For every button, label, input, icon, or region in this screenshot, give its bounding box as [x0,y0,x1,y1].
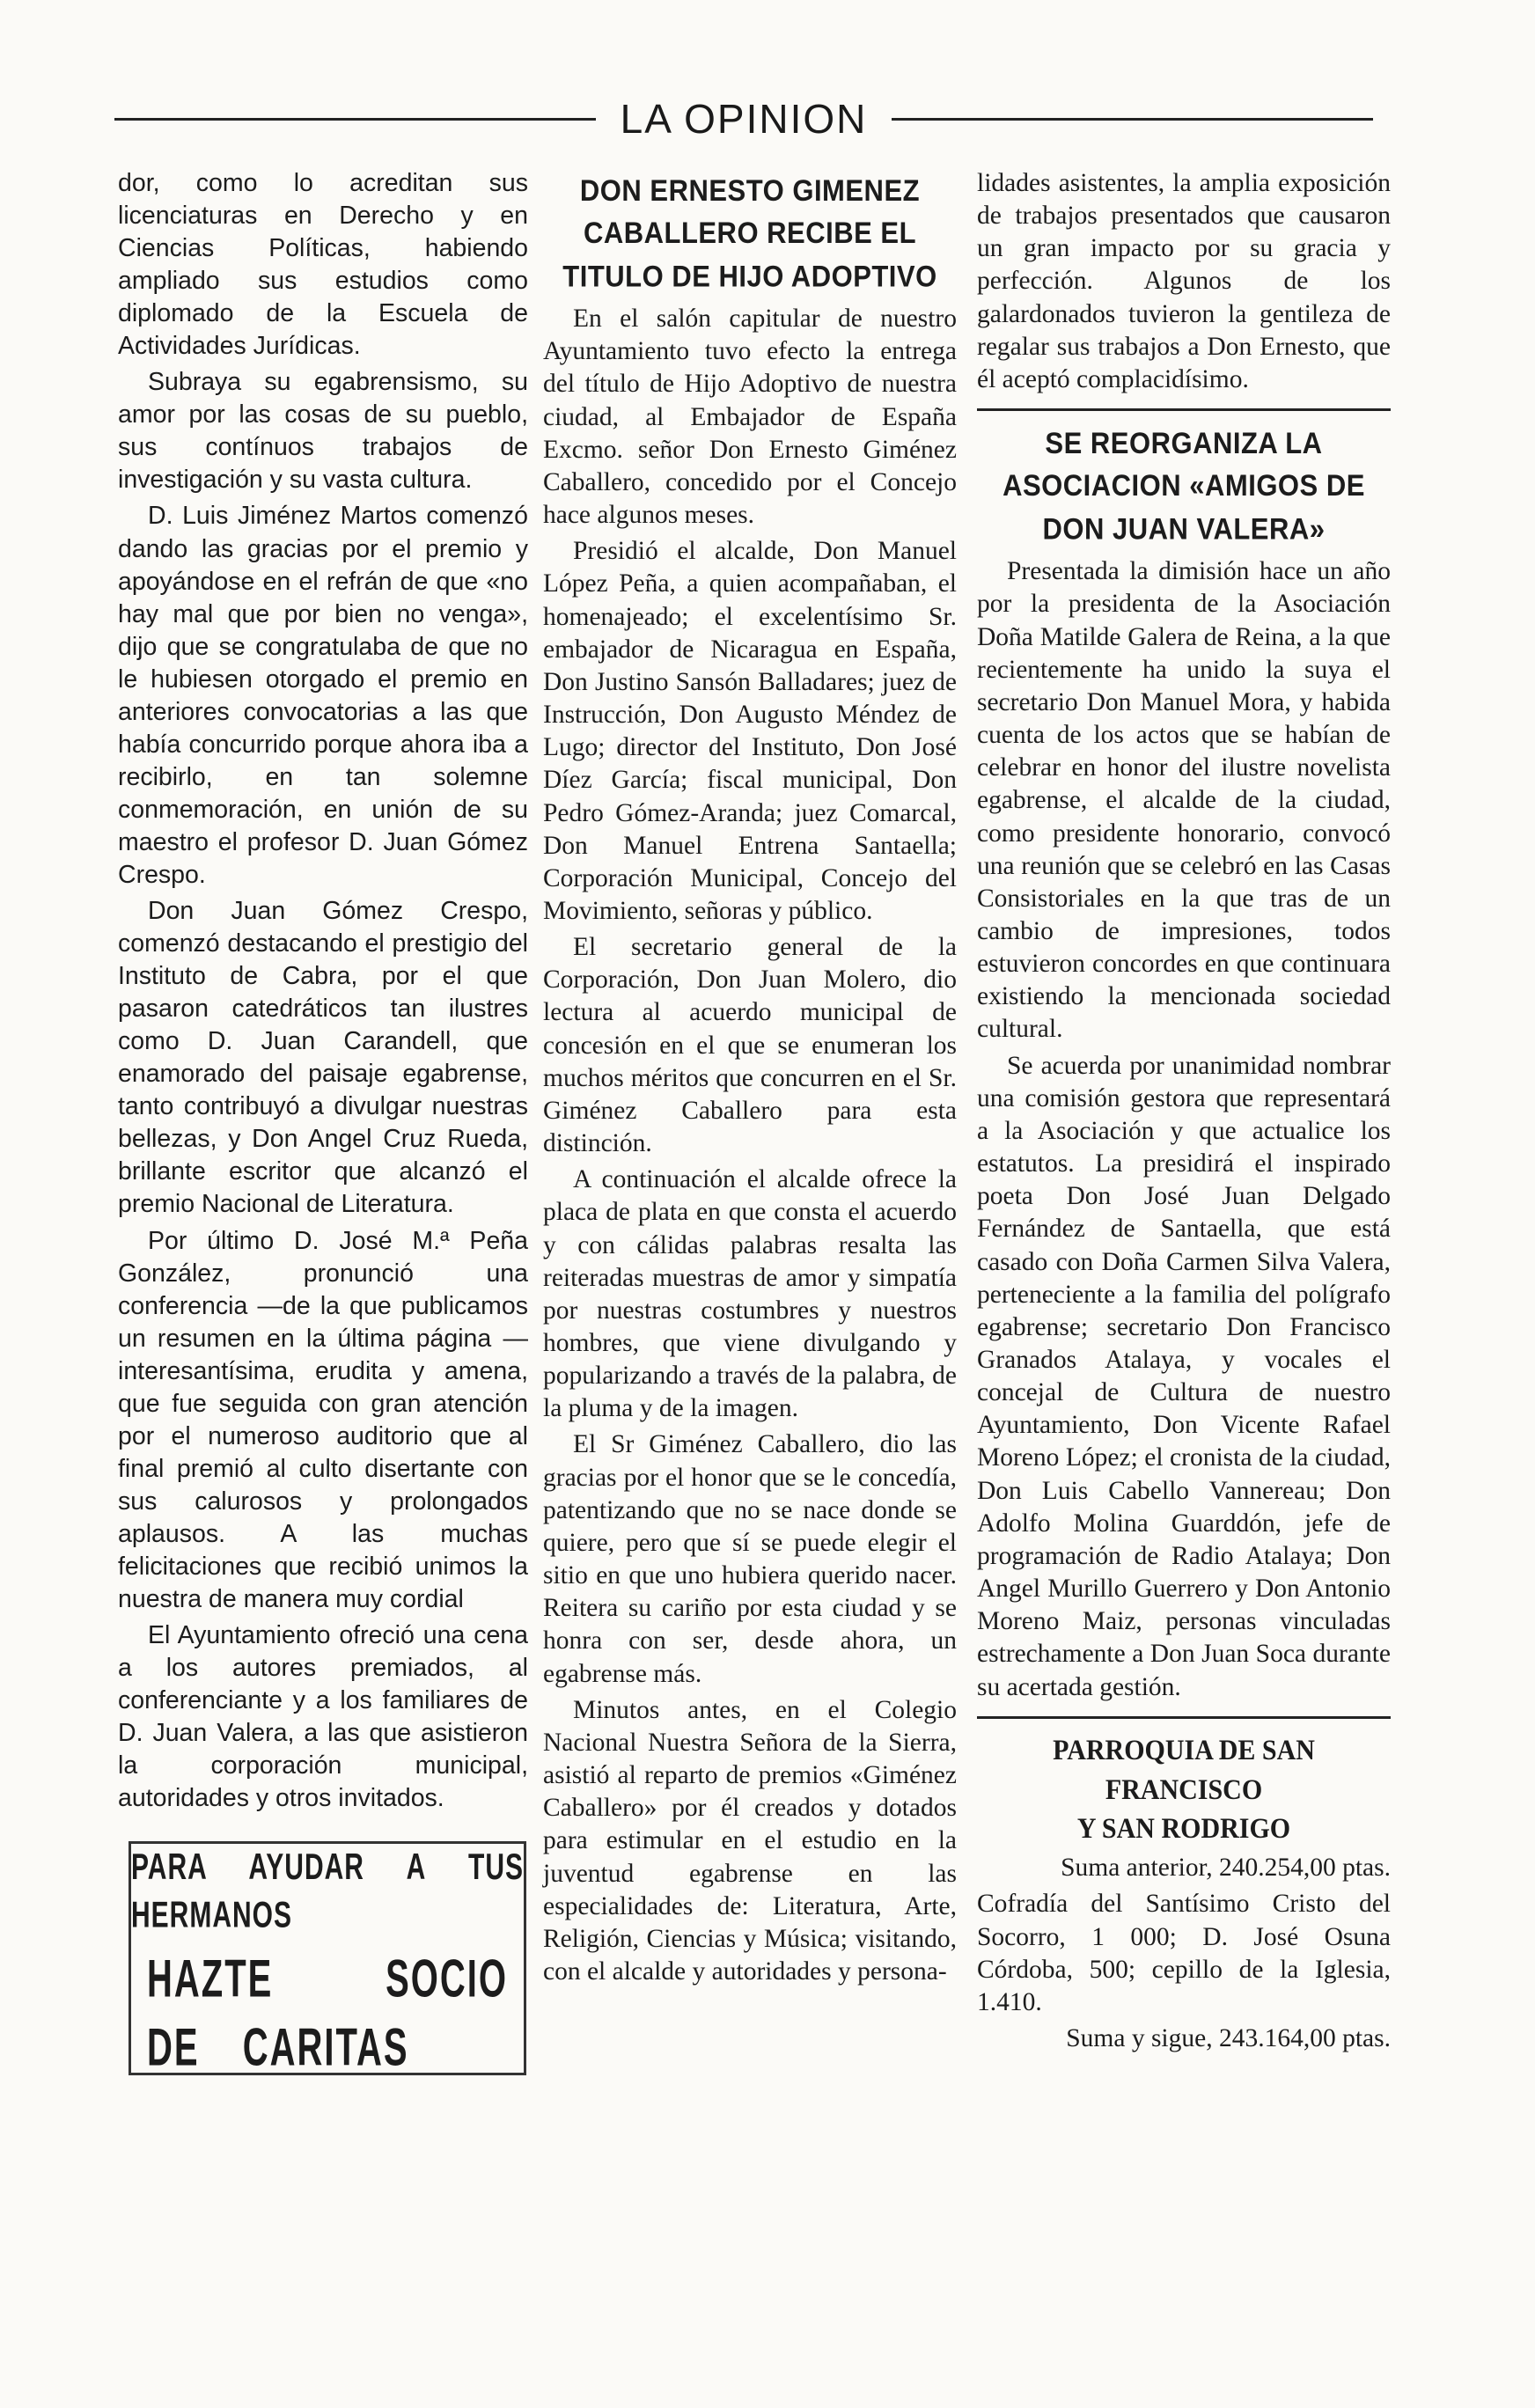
article-paragraph: lidades asistentes, la amplia exposición de trabajos presentados que causaron un gran impacto por su gracia y perfección. Algunos de los galardonados tuvieron la gentileza de regalar sus trabajos a Don Ernesto, que él aceptó complacidísimo. [977,169,1391,393]
newspaper-title: LA OPINION [620,96,868,142]
article-paragraph: El Ayuntamiento ofreció una cena a los autores premiados, al conferenciante y a los familiares de D. Juan Valera, a las que asistieron la corporación municipal, autoridades y otros invitados. [118,1621,528,1813]
article-paragraph: D. Luis Jiménez Martos comenzó dando las gracias por el premio y apoyándose en el refrán de que «no hay mal que por bien no venga», dijo que se congratulaba de que no le hubiesen otorgado el premio en anteriores convocatorias a las que había concurrido porque ahora iba a recibirlo, en tan solemne conmemoración, en unión de su maestro el profesor D. Juan Gómez Crespo. [118,502,528,889]
column-1 [118,167,528,2078]
suma-sigue: Suma y sigue, 243.164,00 ptas. [1066,2024,1391,2053]
article-paragraph: Por último D. José M.ª Peña González, pronunció una conferencia —de la que publicamos un resumen en la última página —interesantísima, erudita y amena, que fue seguida con gran atención por el numeroso auditorio que al final premió al culto disertante con sus calurosos y prolongados aplausos. A las muchas felicitaciones que recibió unimos la nuestra de manera muy cordial [118,1226,528,1614]
donations-list: Cofradía del Santísimo Cristo del Socorro, 1 000; D. José Osuna Córdoba, 500; cepillo de la Iglesia, 1.410. [977,1890,1391,2016]
article-paragraph: Presidió el alcalde, Don Manuel López Peña, a quien acompañaban, el homenajeado; el excelentísimo Sr. embajador de Nicaragua en España, Don Justino Sansón Balladares; juez de Instrucción, Don Augusto Méndez de Lugo; director del Instituto, Don José Díez García; fiscal municipal, Don Pedro Gómez-Aranda; juez Comarcal, Don Manuel Entrena Santaella; Corporación Municipal, Concejo del Movimiento, señoras y público. [543,537,957,925]
article-paragraph: El secretario general de la Corporación, Don Juan Molero, dio lectura al acuerdo municipal de concesión en el que se enumeran los muchos méritos que concurren en el Sr. Giménez Caballero para esta distinción. [543,933,957,1158]
article-paragraph: Presentada la dimisión hace un año por la presidenta de la Asociación Doña Matilde Galera de Reina, a la que recientemente ha unido la suya el secretario Don Manuel Mora, y habida cuenta de los actos que se habían de celebrar en honor del ilustre novelista egabrense, el alcalde de la ciudad, como presidente honorario, convocó una reunión que se celebró en las Casas Consistoriales en la que tras de un cambio de impresiones, todos estuvieron concordes en que continuara existiendo la mencionada sociedad cultural. [977,557,1391,1044]
article-paragraph: Subraya su egabrensismo, su amor por las cosas de su pueblo, sus contínuos trabajos de investigación y su vasta cultura. [118,368,528,495]
masthead-left-rule [114,118,596,121]
article-paragraph: A continuación el alcalde ofrece la placa de plata en que consta el acuerdo y con cálidas palabras resalta las reiteradas muestras de amor y simpatía por nuestras costumbres y nuestros hombres, que viene divulgando y popularizando a través de la palabra, de la pluma y de la imagen. [543,1165,957,1423]
parish-title-line: Y SAN RODRIGO [1076,1812,1291,1845]
section-divider [977,408,1391,411]
article-paragraph: El Sr Giménez Caballero, dio las gracias por el honor que se le concedía, patentizando que no se nace donde se quiere, pero que sí se puede elegir el sitio en que uno hubiera querido nacer. Reitera su cariño por esta ciudad y se honra con ser, desde ahora, un egabrense más. [543,1430,957,1688]
article-headline: DON ERNESTO GIMENEZ CABALLERO RECIBE EL TITULO DE HIJO ADOPTIVO [562,173,937,294]
column-2 [543,167,957,1992]
parish-heading [977,1731,1391,1849]
caritas-ad-word: HAZTE [147,1950,274,2009]
article-paragraph: Don Juan Gómez Crespo, comenzó destacando el prestigio del Instituto de Cabra, por el que pasaron catedráticos tan ilustres como D. Juan Carandell, que enamorado del paisaje egabrense, tanto contribuyó a divulgar nuestras bellezas, y Don Angel Cruz Rueda, brillante escritor que alcanzó el premio Nacional de Literatura. [118,897,528,1219]
article-paragraph: En el salón capitular de nuestro Ayuntamiento tuvo efecto la entrega del título de Hijo Adoptivo de nuestra ciudad, al Embajador de España Excmo. señor Don Ernesto Giménez Caballero, concedido por el Concejo hace algunos meses. [543,305,957,530]
article-paragraph: dor, como lo acreditan sus licenciaturas en Derecho y en Ciencias Políticas, habiendo ampliado sus estudios como diplomado de la Escuela de Actividades Jurídicas. [118,169,528,361]
column-3 [977,167,1391,2059]
section-divider [977,1716,1391,1719]
caritas-ad-word: SOCIO [386,1950,508,2009]
caritas-ad-word: DE [147,2019,200,2078]
caritas-ad-word: CARITAS [242,2019,409,2078]
article-paragraph: Se acuerda por unanimidad nombrar una comisión gestora que representará a la Asociación y que actualice los estatutos. La presidirá el inspirado poeta Don José Juan Delgado Fernández de Santaella, que está casado con Doña Carmen Silva Valera, perteneciente a la familia del polígrafo egabrense; secretario Don Francisco Granados Atalaya, y vocales el concejal de Cultura de nuestro Ayuntamiento, Don Vicente Rafael Moreno López; el cronista de la ciudad, Don Luis Cabello Vannereau; Don Adolfo Molina Guarddón, jefe de programación de Radio Atalaya; Don Angel Murillo Guerrero y Don Antonio Moreno Maiz, personas vinculadas estrechamente a Don Juan Soca durante su acertada gestión. [977,1051,1391,1701]
masthead-right-rule [892,118,1373,121]
article-paragraph: Minutos antes, en el Colegio Nacional Nuestra Señora de la Sierra, asistió al reparto de premios «Giménez Caballero» por él creados y dotados para estimular en el estudio en la juventud egabrense en las especialidades de: Literatura, Arte, Religión, Ciencias y Música; visitando, con el alcalde y autoridades y persona- [543,1695,957,1986]
masthead [114,88,1373,150]
suma-anterior: Suma anterior, 240.254,00 ptas. [1061,1854,1391,1883]
caritas-ad-box [129,1841,526,2078]
caritas-ad-line2 [131,1945,524,2082]
article-headline: SE REORGANIZA LA ASOCIACION «AMIGOS DE DON JUAN VALERA» [1003,425,1365,547]
parish-title-line: PARROQUIA DE SAN FRANCISCO [1053,1733,1315,1805]
caritas-ad-line1: PARA AYUDAR A TUS HERMANOS [131,1846,524,1936]
